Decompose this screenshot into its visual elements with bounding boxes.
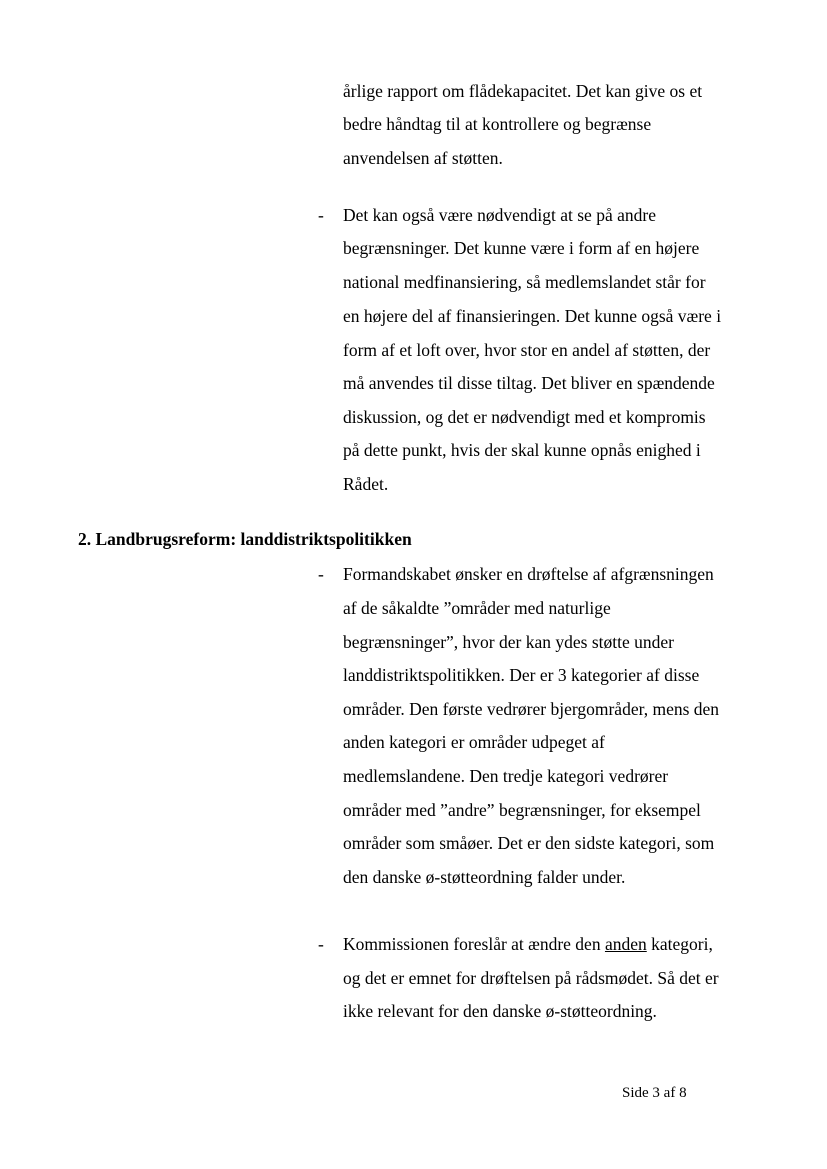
text-line: ikke relevant for den danske ø-støtteordning.: [343, 1001, 657, 1021]
text-line: begrænsninger. Det kunne være i form af en højere: [343, 238, 700, 258]
section-heading: 2. Landbrugsreform: landdistriktspolitikken: [78, 529, 412, 549]
bullet-dash: -: [318, 934, 324, 954]
text-line: og det er emnet for drøftelsen på rådsmødet. Så det er: [343, 968, 719, 988]
text-line: form af et loft over, hvor stor en andel af støtten, der: [343, 340, 711, 360]
text-line: anden kategori er områder udpeget af: [343, 732, 605, 752]
text-line: områder som småøer. Det er den sidste kategori, som: [343, 833, 715, 853]
text-line: områder med ”andre” begrænsninger, for eksempel: [343, 800, 701, 820]
text-line: områder. Den første vedrører bjergområder, mens den: [343, 699, 720, 719]
bullet-dash: -: [318, 564, 324, 584]
text-line: [343, 934, 713, 954]
text-line: diskussion, og det er nødvendigt med et kompromis: [343, 407, 706, 427]
text-line: anvendelsen af støtten.: [343, 148, 503, 168]
text-line: af de såkaldte ”områder med naturlige: [343, 598, 611, 618]
text-line: en højere del af finansieringen. Det kunne også være i: [343, 306, 722, 326]
bullet-dash: -: [318, 205, 324, 225]
text-segment: Kommissionen foreslår at ændre den: [343, 934, 605, 954]
page-number: Side 3 af 8: [622, 1085, 687, 1101]
text-line: Det kan også være nødvendigt at se på andre: [343, 205, 656, 225]
text-line: Rådet.: [343, 474, 389, 494]
text-line: Formandskabet ønsker en drøftelse af afgrænsningen: [343, 564, 714, 584]
text-line: medlemslandene. Den tredje kategori vedrører: [343, 766, 669, 786]
text-line: bedre håndtag til at kontrollere og begrænse: [343, 114, 652, 134]
underlined-word: anden: [604, 934, 647, 954]
text-line: må anvendes til disse tiltag. Det bliver en spændende: [343, 373, 715, 393]
text-line: begrænsninger”, hvor der kan ydes støtte under: [343, 632, 674, 652]
text-line: på dette punkt, hvis der skal kunne opnås enighed i: [343, 440, 701, 460]
text-segment: kategori,: [646, 934, 713, 954]
text-line: national medfinansiering, så medlemslandet står for: [343, 272, 706, 292]
text-line: den danske ø-støtteordning falder under.: [343, 867, 626, 887]
text-line: årlige rapport om flådekapacitet. Det kan give os et: [343, 81, 703, 101]
text-line: landdistriktspolitikken. Der er 3 kategorier af disse: [343, 665, 700, 685]
